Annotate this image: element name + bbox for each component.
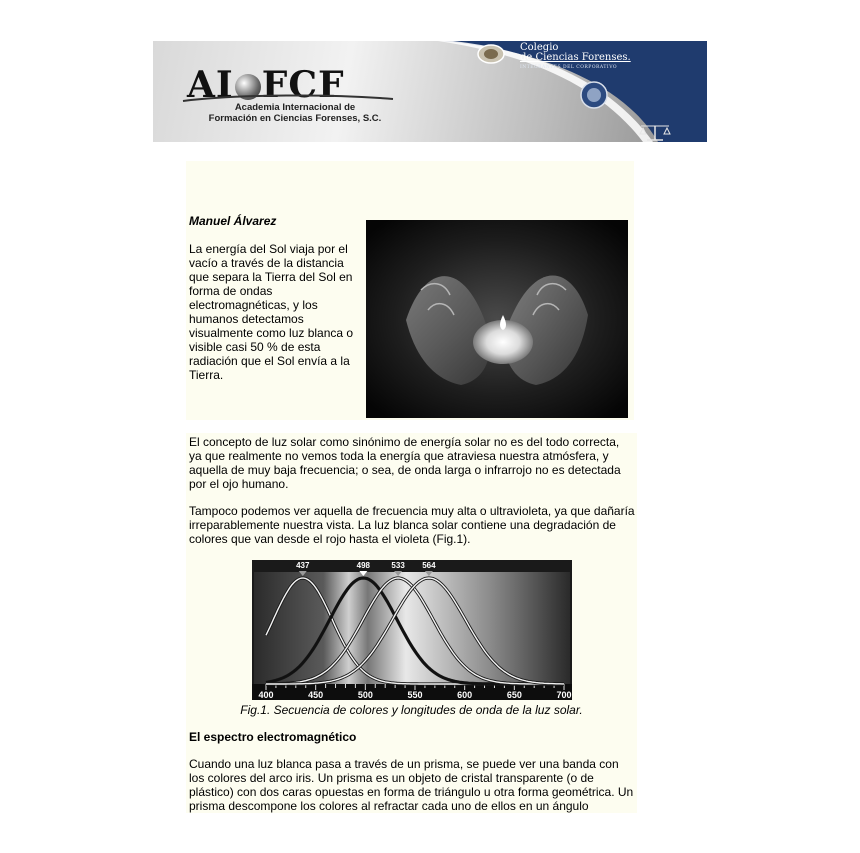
logo-subtitle-line2: Formación en Ciencias Forenses, S.C. bbox=[208, 113, 382, 124]
peak-label: 533 bbox=[391, 561, 405, 570]
spectrum-figure bbox=[252, 560, 572, 700]
figure-caption: Fig.1. Secuencia de colores y longitudes de onda de la luz solar. bbox=[240, 703, 583, 717]
peak-label: 564 bbox=[422, 561, 436, 570]
x-tick-label: 650 bbox=[506, 690, 522, 700]
peak-label: 437 bbox=[296, 561, 310, 570]
x-tick-label: 400 bbox=[258, 690, 274, 700]
header-banner bbox=[153, 41, 707, 142]
section-heading: El espectro electromagnético bbox=[189, 730, 357, 744]
round-seal-icon bbox=[579, 80, 609, 110]
logo-subtitle bbox=[185, 102, 405, 124]
colegio-name-line2: de Ciencias Forenses. bbox=[520, 52, 631, 63]
colegio-block bbox=[520, 43, 631, 73]
paragraph-prism: Cuando una luz blanca pasa a través de un prisma, se puede ver una banda con los colores del arco iris. Un prisma es un objeto de cristal transparente (o de plástico) con dos caras opuestas en forma de triángulo u otra forma geométrica. Un prisma descompone los colores al refractar cada uno de ellos en un ángulo bbox=[189, 757, 634, 813]
intro-paragraph: La energía del Sol viaja por el vacío a través de la distancia que separa la Tierra del Sol en forma de ondas electromagnéticas, y los humanos detectamos visualmente como luz blanca o visible casi 50 % de esta radiación que el Sol envía a la Tierra. bbox=[189, 242, 354, 382]
paragraph-solar-energy: El concepto de luz solar como sinónimo de energía solar no es del todo correcta, ya que realmente no vemos toda la energía que atraviesa nuestra atmósfera, y aquella de muy baja frecuencia; o sea, de onda larga o infrarrojo no es detectada por el ojo humano. bbox=[189, 435, 621, 491]
author-name: Manuel Álvarez bbox=[189, 214, 277, 228]
scales-emblem-icon bbox=[637, 122, 673, 142]
logo-left-letters: AI bbox=[187, 64, 234, 106]
x-tick-label: 700 bbox=[556, 690, 572, 700]
x-tick-label: 500 bbox=[357, 690, 373, 700]
x-tick-label: 550 bbox=[407, 690, 423, 700]
colegio-subtitle: INTEGRANTES DEL CORPORATIVO bbox=[520, 65, 618, 70]
x-tick-label: 600 bbox=[457, 690, 473, 700]
colegio-seal-icon bbox=[476, 43, 506, 65]
logo-subtitle-line1: Academia Internacional de bbox=[234, 102, 356, 113]
colegio-name-line1: Colegio bbox=[520, 42, 559, 53]
x-tick-label: 450 bbox=[308, 690, 324, 700]
candle-hands-photo bbox=[366, 220, 628, 418]
paragraph-ultraviolet: Tampoco podemos ver aquella de frecuencia muy alta o ultravioleta, ya que dañaría irreparablemente nuestra vista. La luz blanca solar contiene una degradación de colores que van desde el rojo hasta el violeta (Fig.1). bbox=[189, 504, 635, 546]
peak-label: 498 bbox=[356, 561, 371, 570]
logo-right-letters: FCF bbox=[261, 64, 345, 106]
